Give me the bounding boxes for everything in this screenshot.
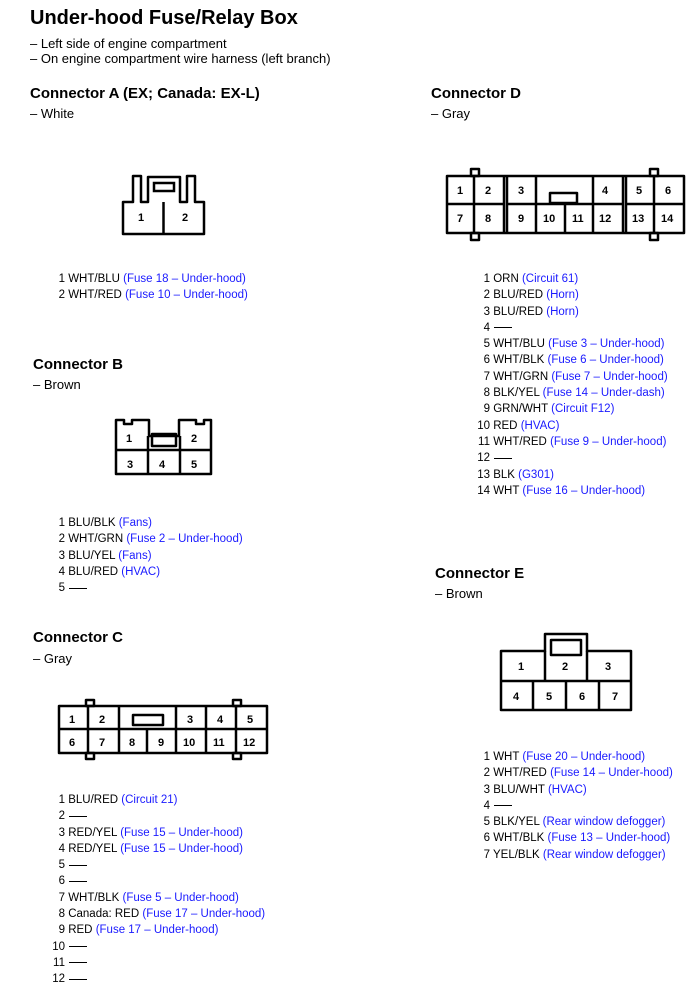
unused-pin-mark [69,865,87,866]
connector-b-color: – Brown [33,377,81,392]
pin-row: 9 RED (Fuse 17 – Under-hood) [58,924,219,937]
location-note [30,36,331,66]
pin-row: 5 [45,857,265,873]
pin-label: 13 [632,213,645,225]
connector-d-title: Connector D [431,85,521,102]
pin-row: 2 WHT/RED (Fuse 10 – Under-hood) [58,289,248,302]
pin-row: 1 BLU/BLK (Fans) [58,517,152,529]
connector-c-pin-list [45,792,265,988]
connector-e-diagram [498,630,634,714]
pin-row: 9 GRN/WHT (Circuit F12) [483,403,615,416]
pin-row: 4 BLU/RED (HVAC) [58,565,161,578]
connector-c-title: Connector C [33,629,123,646]
pin-row: 12 [470,450,668,466]
connector-e-title: Connector E [435,565,525,582]
pin-label: 12 [599,213,612,225]
connector-b-pin-list [45,515,243,596]
pin-label: 3 [187,714,194,726]
pin-row: 1 WHT (Fuse 20 – Under-hood) [483,751,646,763]
pin-row: 14 WHT (Fuse 16 – Under-hood) [477,484,646,497]
pin-row: 2 [45,808,265,824]
connector-a-color: – White [30,106,75,121]
pin-label: 1 [69,714,76,726]
page-title: Under-hood Fuse/Relay Box [30,7,298,29]
pin-row: 7 YEL/BLK (Rear window defogger) [483,848,666,861]
pin-label: 6 [579,691,586,703]
pin-label: 5 [636,185,643,197]
pin-row: 10 [45,939,265,955]
pin-row: 8 BLK/YEL (Fuse 14 – Under-dash) [483,387,665,400]
pin-label: 3 [127,459,134,471]
pin-row: 7 WHT/GRN (Fuse 7 – Under-hood) [483,370,668,383]
connector-a-title: Connector A (EX; Canada: EX-L) [30,85,260,102]
pin-label: 1 [457,185,464,197]
pin-row: 11 WHT/RED (Fuse 9 – Under-hood) [478,435,667,448]
pin-label: 3 [518,185,525,197]
location-line: – On engine compartment wire harness (left branch) [30,51,331,66]
pin-label: 5 [247,714,254,726]
unused-pin-mark [494,805,512,806]
pin-row: 13 BLK (G301) [477,468,554,481]
pin-row: 3 BLU/WHT (HVAC) [483,783,587,796]
pin-label: 1 [138,212,145,224]
pin-label: 2 [182,212,189,224]
pin-label: 5 [191,459,198,471]
pin-label: 1 [126,433,133,445]
pin-row: 3 BLU/YEL (Fans) [58,549,152,562]
connector-e-pin-list [470,749,673,863]
pin-row: 1 ORN (Circuit 61) [483,273,579,285]
pin-row: 3 BLU/RED (Horn) [483,305,579,318]
connector-b-diagram [110,414,215,478]
pin-label: 10 [183,737,196,749]
connector-e-color: – Brown [435,586,483,601]
unused-pin-mark [69,962,87,963]
pin-label: 2 [562,661,569,673]
pin-row: 4 [470,320,668,336]
pin-label: 6 [665,185,672,197]
pin-label: 2 [99,714,106,726]
pin-label: 4 [217,714,224,726]
pin-label: 4 [513,691,520,703]
pin-row: 2 BLU/RED (Horn) [483,289,579,302]
unused-pin-mark [69,588,87,589]
pin-label: 9 [158,737,165,749]
pin-row: 5 [45,580,243,596]
pin-label: 1 [518,661,525,673]
pin-row: 7 WHT/BLK (Fuse 5 – Under-hood) [58,891,239,904]
connector-c-diagram [55,697,273,763]
pin-row: 4 [470,798,673,814]
pin-label: 7 [99,737,106,749]
connector-b-title: Connector B [33,356,123,373]
pin-label: 10 [543,213,556,225]
pin-row: 10 RED (HVAC) [477,419,560,432]
pin-row: 2 WHT/GRN (Fuse 2 – Under-hood) [58,533,243,546]
connector-c-color: – Gray [33,651,73,666]
pin-row: 1 BLU/RED (Circuit 21) [58,794,178,806]
pin-label: 3 [605,661,612,673]
unused-pin-mark [69,979,87,980]
connector-d-color: – Gray [431,106,471,121]
pin-label: 14 [661,213,674,225]
pin-row: 11 [45,955,265,971]
pin-row: 5 WHT/BLU (Fuse 3 – Under-hood) [483,338,665,351]
pin-label: 11 [213,737,225,749]
pin-row: 12 [45,971,265,987]
unused-pin-mark [69,816,87,817]
pin-label: 4 [159,459,166,471]
pin-label: 12 [243,737,256,749]
pin-label: 7 [457,213,464,225]
connector-d-pin-list [470,271,668,499]
pin-row: 8 Canada: RED (Fuse 17 – Under-hood) [58,908,266,921]
pin-row: 5 BLK/YEL (Rear window defogger) [483,816,666,829]
pin-row: 2 WHT/RED (Fuse 14 – Under-hood) [483,767,673,780]
location-line: – Left side of engine compartment [30,36,227,51]
pin-label: 2 [485,185,492,197]
pin-label: 9 [518,213,525,225]
pin-label: 8 [485,213,492,225]
pin-label: 7 [612,691,619,703]
unused-pin-mark [494,458,512,459]
pin-label: 4 [602,185,609,197]
connector-a-diagram [118,170,210,240]
pin-label: 2 [191,433,198,445]
pin-row: 6 [45,873,265,889]
connector-d-diagram [443,166,688,246]
pin-row: 4 RED/YEL (Fuse 15 – Under-hood) [58,842,243,855]
unused-pin-mark [69,946,87,947]
pin-label: 8 [129,737,136,749]
pin-row: 1 WHT/BLU (Fuse 18 – Under-hood) [58,273,246,285]
pin-row: 6 WHT/BLK (Fuse 13 – Under-hood) [483,832,671,845]
unused-pin-mark [494,327,512,328]
pin-label: 11 [572,213,584,225]
pin-label: 5 [546,691,553,703]
connector-a-pin-list [45,271,248,304]
pin-row: 6 WHT/BLK (Fuse 6 – Under-hood) [483,354,664,367]
pin-row: 3 RED/YEL (Fuse 15 – Under-hood) [58,826,243,839]
pin-label: 6 [69,737,76,749]
unused-pin-mark [69,881,87,882]
